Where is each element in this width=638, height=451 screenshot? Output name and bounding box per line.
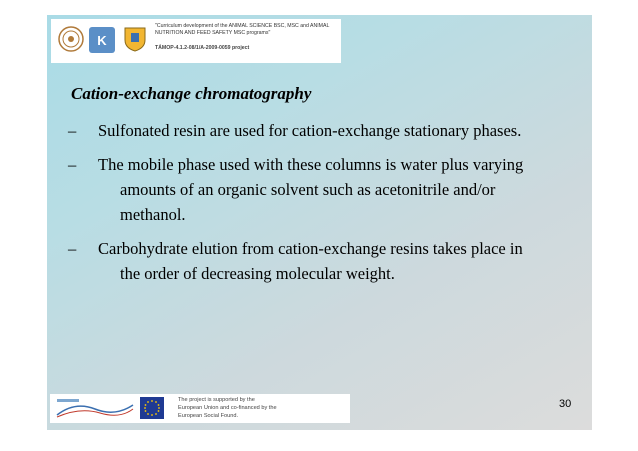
bullet-continuation: the order of decreasing molecular weight. <box>120 264 395 283</box>
footer-text <box>178 396 348 420</box>
footer-line-1: The project is supported by the <box>178 397 255 403</box>
footer-line-3: European Social Found. <box>178 413 239 419</box>
slide <box>47 15 592 430</box>
bullet-list <box>68 118 574 295</box>
footer-line-2: European Union and co-financed by the <box>178 405 277 411</box>
bullet-dash: – <box>68 155 77 174</box>
bullet-continuation: methanol. <box>120 205 186 224</box>
header-line-2: NUTRITION AND FEED SAFETY MSC programs" <box>155 30 271 36</box>
bullet-text: The mobile phase used with these columns is water plus varying <box>98 155 524 174</box>
header-line-1: "Curriculum development of the ANIMAL SCIENCE BSC, MSC and ANIMAL <box>155 23 330 29</box>
k-logo-letter: K <box>97 32 107 48</box>
k-logo-icon <box>89 27 115 53</box>
bullet-continuation: amounts of an organic solvent such as acetonitrile and/or <box>120 180 496 199</box>
crest-icon <box>121 24 149 54</box>
new-hungary-logo-icon <box>55 397 135 420</box>
bullet-text: Carbohydrate elution from cation-exchange resins takes place in <box>98 239 523 258</box>
footer-banner <box>50 394 350 423</box>
project-code: TÁMOP-4.1.2-08/1/A-2009-0059 project <box>155 45 250 51</box>
slide-title: Cation-exchange chromatography <box>71 84 312 103</box>
bullet-dash: – <box>68 121 77 140</box>
university-seal-icon <box>57 24 85 54</box>
header-text <box>155 23 341 52</box>
page-number: 30 <box>559 398 572 410</box>
eu-flag-icon <box>140 397 164 419</box>
bullet-text: Sulfonated resin are used for cation-exchange stationary phases. <box>98 121 522 140</box>
bullet-item-1 <box>68 118 574 143</box>
bullet-item-2 <box>68 152 574 227</box>
bullet-dash: – <box>68 239 77 258</box>
bullet-item-3 <box>68 236 574 286</box>
header-banner <box>51 19 341 63</box>
